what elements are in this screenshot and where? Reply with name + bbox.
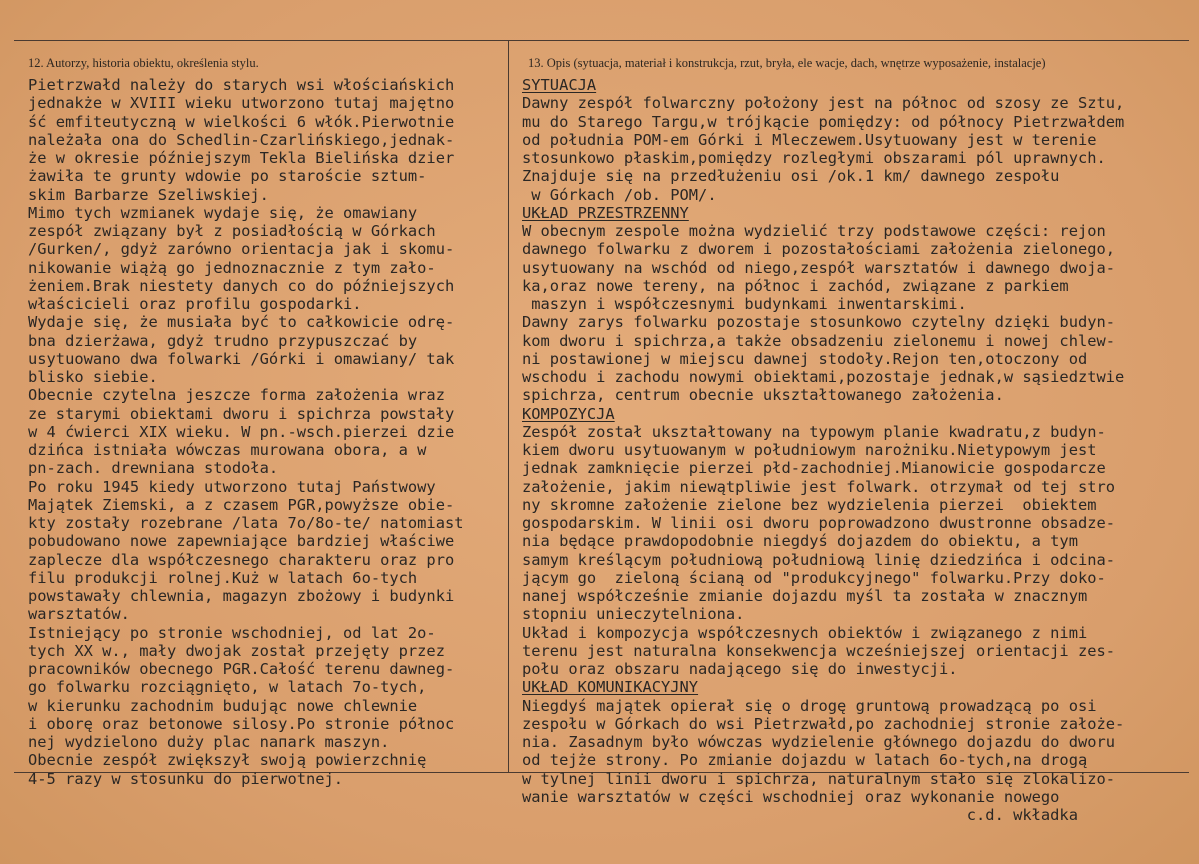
history-line: blisko siebie. (28, 368, 158, 386)
description-line: nia. Zasadnym było wówczas wydzielenie głównego dojazdu do dworu (522, 733, 1116, 751)
description-line: zespołu w Górkach do wsi Pietrzwałd,po zachodniej stronie założe- (522, 714, 1125, 733)
history-line: Po roku 1945 kiedy utworzono tutaj Państwowy (28, 477, 436, 496)
description-line: stopniu unieczytelniona. (522, 605, 745, 624)
history-line: i oborę oraz betonowe silosy.Po stronie północ (28, 714, 455, 733)
description-line: dawnego folwarku z dworem i pozostałościami założenia zielonego, (522, 240, 1116, 259)
description-line: gospodarskim. W linii osi dworu poprowadzono dwustronne obsadze- (522, 514, 1116, 532)
description-line: stosunkowo płaskim,pomiędzy rozległymi obszarami pól uprawnych. (522, 149, 1106, 167)
description-line: Układ i kompozycja współczesnych obiektów i związanego z nimi (522, 623, 1088, 642)
description-line: mu do Starego Targu,w trójkącie pomiędzy: od północy Pietrzwałdem (522, 112, 1125, 131)
history-line: żawiła te grunty wdowie po staroście sztum- (28, 167, 427, 186)
description-line: Znajduje się na przedłużeniu osi /ok.1 km/ dawnego zespołu (522, 167, 1060, 186)
history-line: nikowanie wiążą go jednoznacznie z tym zało- (28, 258, 436, 277)
history-line: Obecnie czytelna jeszcze forma założenia wraz (28, 386, 445, 405)
description-line: wschodu i zachodu nowymi obiektami,pozostaje jednak,w sąsiedztwie (522, 368, 1125, 386)
description-line: c.d. wkładka (522, 806, 1078, 824)
history-line: go folwarku rozciągnięto, w latach 7o-tych, (28, 678, 427, 697)
description-line: nia będące prawdopodobnie niegdyś dojazdem do obiektu, a tym (522, 532, 1078, 551)
description-line: samym kreślącym południową południową linię dziedzińca i odcina- (522, 550, 1116, 569)
history-line: ze starymi obiektami dworu i spichrza powstały (28, 404, 455, 423)
section-heading: UKŁAD KOMUNIKACYJNY (522, 678, 699, 697)
history-line: zaplecze dla współczesnego charakteru oraz pro (28, 550, 455, 569)
description-line: Dawny zespół folwarczny położony jest na północ od szosy ze Sztu, (522, 94, 1125, 113)
description-line: od południa POM-em Górki i Mleczewem.Usytuowany jest w terenie (522, 130, 1097, 149)
history-line: Pietrzwałd należy do starych wsi włościańskich (28, 76, 455, 94)
left-heading: 12. Autorzy, historia obiektu, określenia stylu. (28, 56, 259, 70)
description-line: połu oraz obszaru nadającego się do inwestycji. (522, 660, 958, 678)
description-line: Zespół został ukształtowany na typowym planie kwadratu,z budyn- (522, 422, 1106, 441)
history-line: filu produkcji rolnej.Kuż w latach 6o-tych (28, 568, 418, 587)
description-line: W obecnym zespole można wydzielić trzy podstawowe części: rejon (522, 222, 1106, 240)
history-line: 4-5 razy w stosunku do pierwotnej. (28, 769, 344, 788)
description-line: terenu jest naturalna konsekwencja wcześniejszej orientacji zes- (522, 641, 1116, 660)
right-heading: 13. Opis (sytuacja, materiał i konstrukcja, rzut, bryła, ele wacje, dach, wnętrze wyposażenie, instalacje) (528, 56, 1046, 70)
history-line: właścicieli oraz profilu gospodarki. (28, 295, 362, 313)
history-line: zespół związany był z posiadłością w Górkach (28, 222, 436, 240)
history-line: w kierunku zachodnim budując nowe chlewnie (28, 696, 418, 715)
description-line: w Górkach /ob. POM/. (522, 185, 717, 204)
history-line: bna dzierżawa, gdyż trudno przypuszczać by (28, 331, 418, 350)
section-heading: SYTUACJA (522, 76, 597, 94)
history-line: nej wydzielono duży plac naпark maszyn. (28, 733, 390, 751)
history-line: ść emfiteutyczną w wielkości 6 włók.Pierwotnie (28, 112, 455, 131)
description-line: kiem dworu usytuowanym w południowym narożniku.Nietypowym jest (522, 441, 1097, 459)
history-line: pracowników obecnego PGR.Całość terenu dawneg- (28, 660, 455, 678)
description-line: jednak zamknięcie pierzei płd-zachodniej.Mianowicie gospodarcze (522, 459, 1106, 478)
history-line: w 4 ćwierci XIX wieku. W pn.-wsch.pierzei dzie (28, 422, 455, 441)
description-line: ka,oraz nowe tereny, na północ i zachód, związane z parkiem (522, 276, 1069, 295)
history-line: Wydaje się, że musiała być to całkowicie odrę- (28, 313, 455, 332)
history-line: tych XX w., mały dwojak został przejęty przez (28, 641, 445, 660)
history-line: skim Barbarze Szeliwskiej. (28, 185, 269, 204)
column-divider (508, 40, 509, 773)
history-line: pn-zach. drewniana stodoła. (28, 459, 279, 478)
description-line: maszyn i współczesnymi budynkami inwentarskimi. (522, 295, 967, 313)
history-line: usytuowano dwa folwarki /Górki i omawiany/ tak (28, 349, 455, 368)
history-line: Istniejący po stronie wschodniej, od lat 2o- (28, 623, 436, 642)
history-line: warsztatów. (28, 605, 130, 624)
description-line: kom dworu i spichrza,a także obsadzeniu zielonemu i nowej chlew- (522, 331, 1116, 350)
description-line: spichrza, centrum obecnie ukształtowanego założenia. (522, 386, 1004, 405)
section-heading: UKŁAD PRZESTRZENNY (522, 203, 689, 222)
description-line: ni postawionej w miejscu dawnej stodoły.Rejon ten,otoczony od (522, 349, 1088, 368)
history-line: Majątek Ziemski, a z czasem PGR,powyższe obie- (28, 495, 455, 514)
description-line: Dawny zarys folwarku pozostaje stosunkowo czytelny dzięki budyn- (522, 313, 1116, 332)
description-line: od tejże strony. Po zmianie dojazdu w latach 6o-tych,na drogą (522, 751, 1088, 770)
history-line: dzińca istniała wówczas murowana obora, a w (28, 441, 427, 459)
history-line: należała ona do Schedlin-Czarlińskiego,jednak- (28, 130, 455, 149)
history-line: jednakże w XVIII wieku utworzono tutaj majętno (28, 94, 455, 113)
history-line: pobudowano nowe zapewniające bardziej właściwe (28, 532, 455, 551)
description-line: jącym go zieloną ścianą od "produkcyjnego" folwarku.Przy doko- (522, 568, 1106, 587)
description-line: ny skromne założenie zielone bez wydzielenia pierzei obiektem (522, 495, 1097, 514)
top-rule (14, 40, 1189, 41)
history-text-column (28, 76, 506, 788)
section-heading: KOMPOZYCJA (522, 404, 615, 423)
history-line: /Gurken/, gdyż zarówno orientacja jak i skomu- (28, 240, 455, 259)
history-line: powstawały chlewnia, magazyn zbożowy i budynki (28, 587, 455, 605)
description-line: założenie, jakim niewątpliwie jest folwark. otrzymał od tej stro (522, 477, 1116, 496)
description-line: wanie warsztatów w części wschodniej oraz wykonanie nowego (522, 787, 1060, 806)
description-line: w tylnej linii dworu i spichrza, naturalnym stało się zlokalizo- (522, 769, 1116, 788)
description-text-column (522, 76, 1194, 824)
description-line: nanej współcześnie zmianie dojazdu myśl ta została w znacznym (522, 587, 1088, 605)
description-line: Niegdyś majątek opierał się o drogę gruntową prowadzącą po osi (522, 696, 1097, 715)
history-line: Mimo tych wzmianek wydaje się, że omawiany (28, 203, 418, 222)
history-line: że w okresie późniejszym Tekla Bielińska dzier (28, 149, 455, 167)
description-line: usytuowany na wschód od niego,zespół warsztatów i dawnego dwoja- (522, 258, 1116, 277)
history-line: kty zostały rozebrane /lata 7o/8o-te/ natomiast (28, 514, 464, 532)
history-line: Obecnie zespół zwiększył swoją powierzchnię (28, 751, 427, 770)
history-line: żeniem.Brak niestety danych co do późniejszych (28, 276, 455, 295)
